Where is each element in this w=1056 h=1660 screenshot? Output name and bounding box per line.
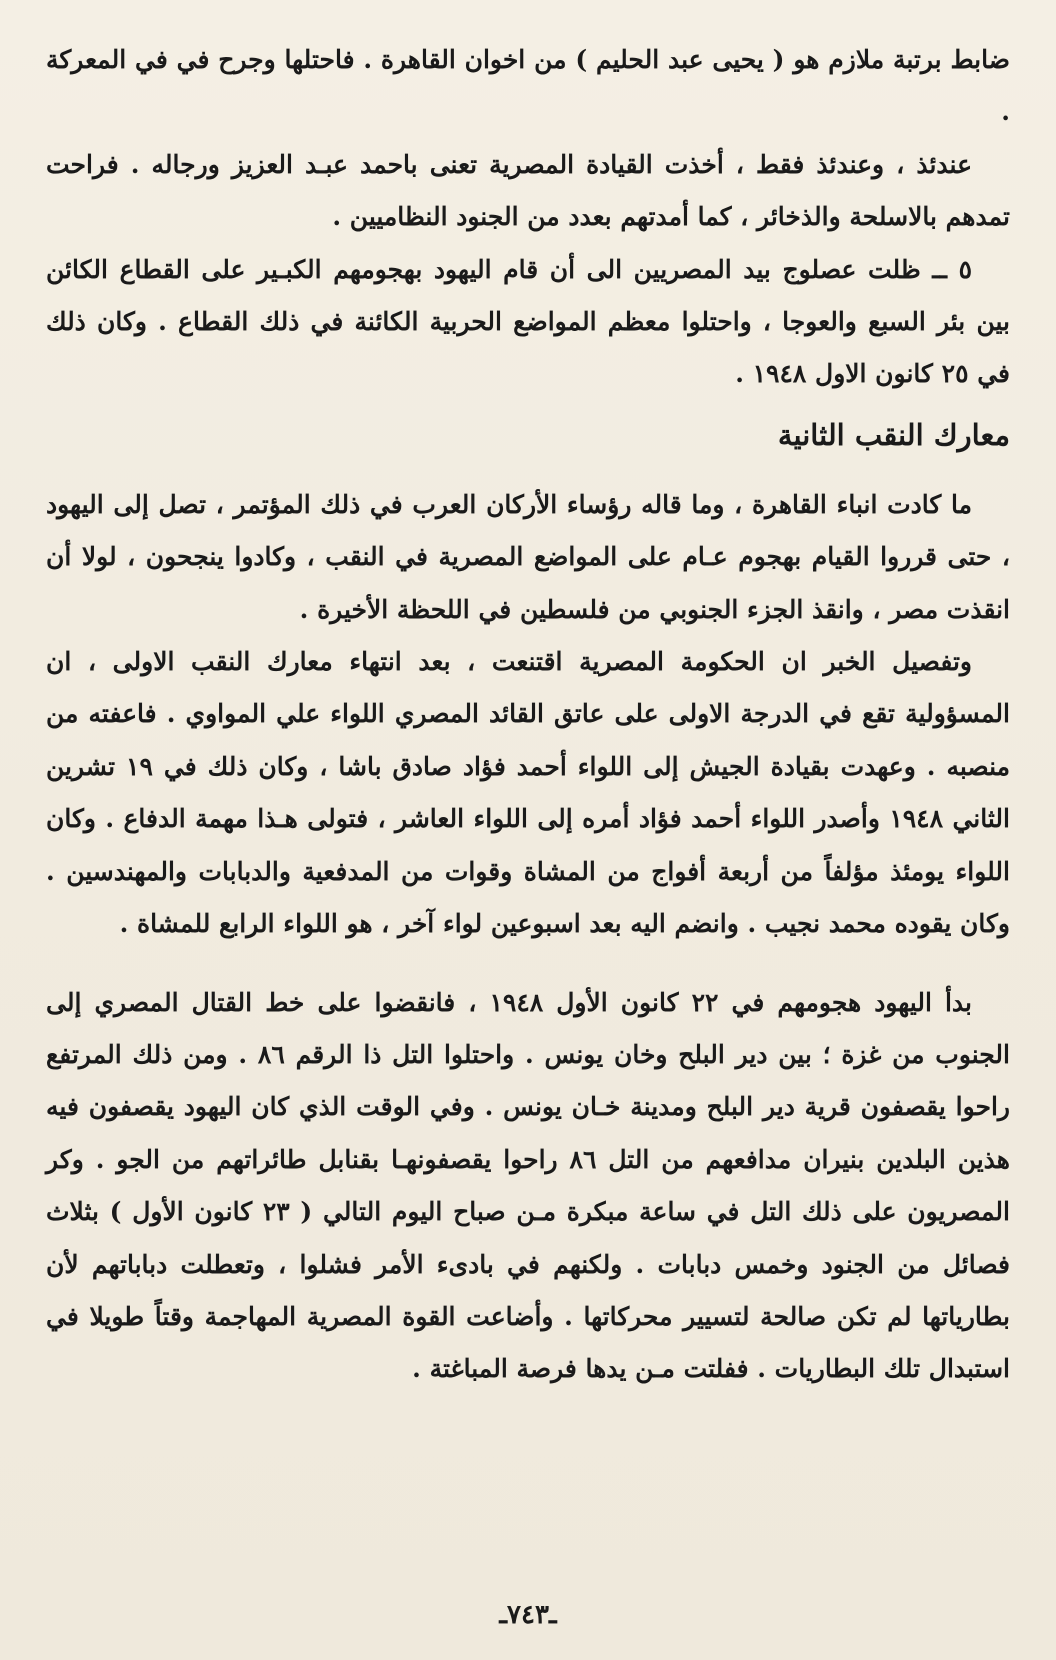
section-heading: معارك النقب الثانية [777, 417, 1010, 452]
paragraph-2: عندئذ ، وعندئذ فقط ، أخذت القيادة المصرية تعنى باحمد عبـد العزيز ورجاله . فراحت تمدهم بالاسلحة والذخائر ، كما أمدتهم بعدد من الجنود النظاميين . [46, 149, 1010, 232]
paragraph-3: ٥ ــ ظلت عصلوج بيد المصريين الى أن قام اليهود بهجومهم الكبـير على القطاع الكائن بين بئر السبع والعوجا ، واحتلوا معظم المواضع الحربية الكائنة في ذلك القطاع . وكان ذلك في ٢٥ كانون الاول ١٩٤٨ . [46, 254, 1010, 389]
paragraph-4: ما كادت انباء القاهرة ، وما قاله رؤساء الأركان العرب في ذلك المؤتمر ، تصل إلى اليهود ، حتى قرروا القيام بهجوم عـام على المواضع المصرية في النقب ، وكادوا ينجحون ، لولا أن انقذت مصر ، وانقذ الجزء الجنوبي من فلسطين في اللحظة الأخيرة . [46, 489, 1010, 624]
paragraph-6: بدأ اليهود هجومهم في ٢٢ كانون الأول ١٩٤٨ ، فانقضوا على خط القتال المصري إلى الجنوب من غزة ؛ بين دير البلح وخان يونس . واحتلوا التل ذا الرقم ٨٦ . ومن ذلك المرتفع راحوا يقصفون قرية دير البلح ومدينة خـان يونس . وفي الوقت الذي كان اليهود يقصفون فيه هذين البلدين بنيران مدافعهم من التل ٨٦ راحوا يقصفونهـا بقنابل طائراتهم من الجو . وكر المصريون على ذلك التل في ساعة مبكرة مـن صباح اليوم التالي ( ٢٣ كانون الأول ) بثلاث فصائل من الجنود وخمس دبابات . ولكنهم في بادىء الأمر فشلوا ، وتعطلت دباباتهم لأن بطارياتها لم تكن صالحة لتسيير محركاتها . وأضاعت القوة المصرية المهاجمة وقتاً طويلا في استبدال تلك البطاريات . ففلتت مـن يدها فرصة المباغتة . [46, 987, 1010, 1384]
page-number: ـ٧٤٣ـ [499, 1600, 557, 1630]
paragraph-5: وتفصيل الخبر ان الحكومة المصرية اقتنعت ، بعد انتهاء معارك النقب الاولى ، ان المسؤولية تقع في الدرجة الاولى على عاتق القائد المصري اللواء علي المواوي . فاعفته من منصبه . وعهدت بقيادة الجيش إلى اللواء أحمد فؤاد صادق باشا ، وكان ذلك في ١٩ تشرين الثاني ١٩٤٨ وأصدر اللواء أحمد فؤاد أمره إلى اللواء العاشر ، فتولى هـذا مهمة الدفاع . وكان اللواء يومئذ مؤلفاً من أربعة أفواج من المشاة وقوات من المدفعية والدبابات والمهندسين . وكان يقوده محمد نجيب . وانضم اليه بعد اسبوعين لواء آخر ، هو اللواء الرابع للمشاة . [46, 647, 1010, 939]
paragraph-1: ضابط برتبة ملازم هو ( يحيى عبد الحليم ) من اخوان القاهرة . فاحتلها وجرح في في المعركة . [46, 45, 1010, 127]
body-text [46, 34, 1010, 1396]
